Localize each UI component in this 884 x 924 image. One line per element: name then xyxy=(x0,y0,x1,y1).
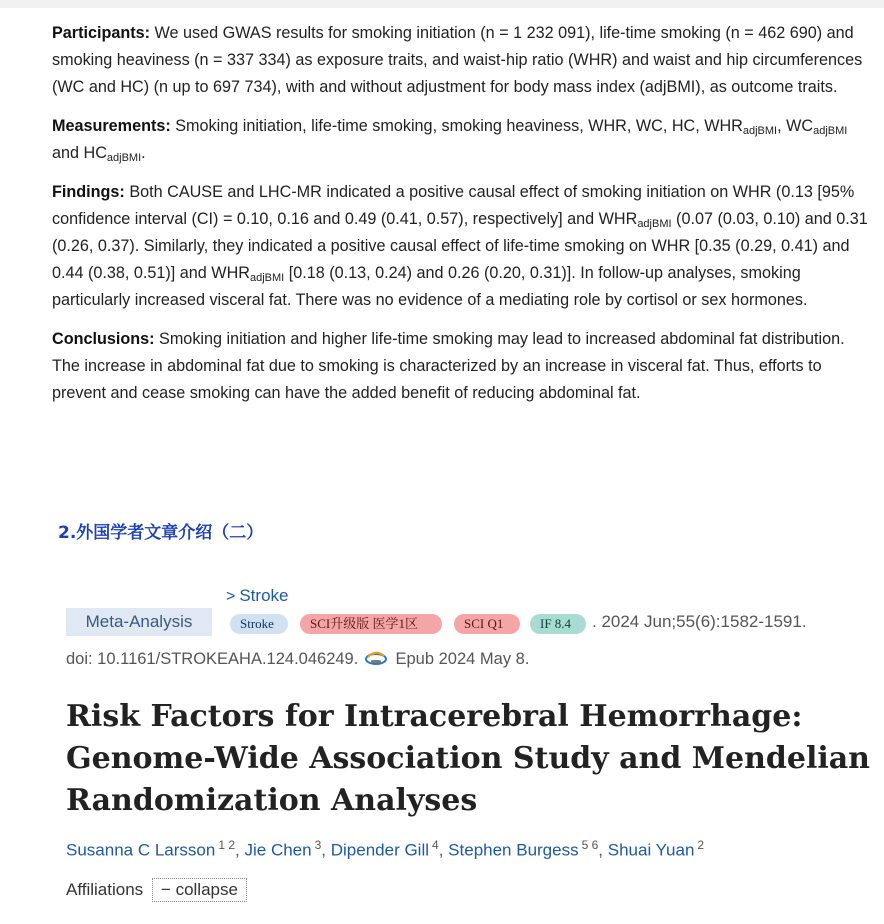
journal-pill: Stroke xyxy=(230,614,288,634)
doi-line xyxy=(66,650,529,671)
author-link[interactable]: Dipender Gill xyxy=(330,840,430,860)
publication-type-badge: Meta-Analysis xyxy=(66,608,212,636)
author-link[interactable]: Jie Chen xyxy=(244,840,312,860)
author-affiliation-ref[interactable]: 1 2 xyxy=(218,838,236,852)
abstract-findings: Findings: Both CAUSE and LHC-MR indicated a positive causal effect of smoking initiation on WHR (0.13 [95% confidence interval (CI) = 0.10, 0.16 and 0.49 (0.41, 0.57), respectively] and $WHR_{adjBMI}$ (0.07 (0.03, 0.10) and 0.31 (0.26, 0.37). Similarly, they indicated a positive causal effect of life-time smoking on WHR [0.35 (0.29, 0.41) and 0.44 (0.38, 0.51)] and $WHR_{adjBMI}$ [0.18 (0.13, 0.24) and 0.26 (0.20, 0.31)]. In follow-up analyses, smoking particularly increased visceral fat. There was no evidence of a mediating role by cortisol or sex hormones. xyxy=(52,183,868,309)
section-heading: 2.外国学者文章介绍（二） xyxy=(58,523,264,543)
cas-rank-pill: SCI升级版 医学1区 xyxy=(300,614,442,634)
author-separator: , xyxy=(321,840,327,860)
doi[interactable]: doi: 10.1161/STROKEAHA.124.046249. xyxy=(66,650,359,668)
epub-date: Epub 2024 May 8. xyxy=(395,650,530,668)
article-title: Risk Factors for Intracerebral Hemorrhage: Genome-Wide Association Study and Mendelian Randomization Analyses xyxy=(66,699,870,818)
author-link[interactable]: Shuai Yuan xyxy=(607,840,695,860)
author-affiliation-ref[interactable]: 2 xyxy=(697,838,705,852)
author-separator: , xyxy=(438,840,444,860)
author-list xyxy=(66,838,704,861)
epub-icon xyxy=(365,650,387,671)
author-affiliation-ref[interactable]: 4 xyxy=(432,838,439,852)
abstract-conclusions: Conclusions: Smoking initiation and higher life-time smoking may lead to increased abdominal fat distribution. The increase in abdominal fat due to smoking is characterized by an increase in visceral fat. Thus, efforts to prevent and cease smoking can have the added benefit of reducing abdominal fat. xyxy=(52,330,845,402)
journal-link[interactable]: > Stroke xyxy=(226,586,289,605)
abstract-measurements: Measurements: Smoking initiation, life-time smoking, smoking heaviness, WHR, WC, HC, $WHR_{adjBMI}$, $WC_{adjBMI}$ and $HC_{adjBMI}$. xyxy=(52,117,848,164)
author-separator: , xyxy=(235,840,240,860)
citation: . 2024 Jun;55(6):1582-1591. xyxy=(592,612,807,631)
author-link[interactable]: Stephen Burgess xyxy=(448,840,579,860)
abstract-body xyxy=(52,20,872,419)
author-affiliation-ref[interactable]: 3 xyxy=(314,838,322,852)
chevron-right-icon: > xyxy=(226,588,236,605)
author-link[interactable]: Susanna C Larsson xyxy=(66,840,216,860)
affiliations-row xyxy=(66,878,247,902)
top-strip xyxy=(0,0,884,8)
jcr-quartile-pill: SCI Q1 xyxy=(454,614,520,634)
abstract-participants: Participants: We used GWAS results for smoking initiation (n = 1 232 091), life-time smoking (n = 462 690) and smoking heaviness (n = 337 334) as exposure traits, and waist-hip ratio (WHR) and waist and hip circumferences (WC and HC) (n up to 697 734), with and without adjustment for body mass index (adjBMI), as outcome traits. xyxy=(52,24,863,96)
author-affiliation-ref[interactable]: 5 6 xyxy=(581,838,599,852)
affiliations-label: Affiliations xyxy=(66,880,144,899)
impact-factor-pill: IF 8.4 xyxy=(530,614,586,634)
collapse-button[interactable]: − collapse xyxy=(152,878,247,902)
author-separator: , xyxy=(598,840,604,860)
